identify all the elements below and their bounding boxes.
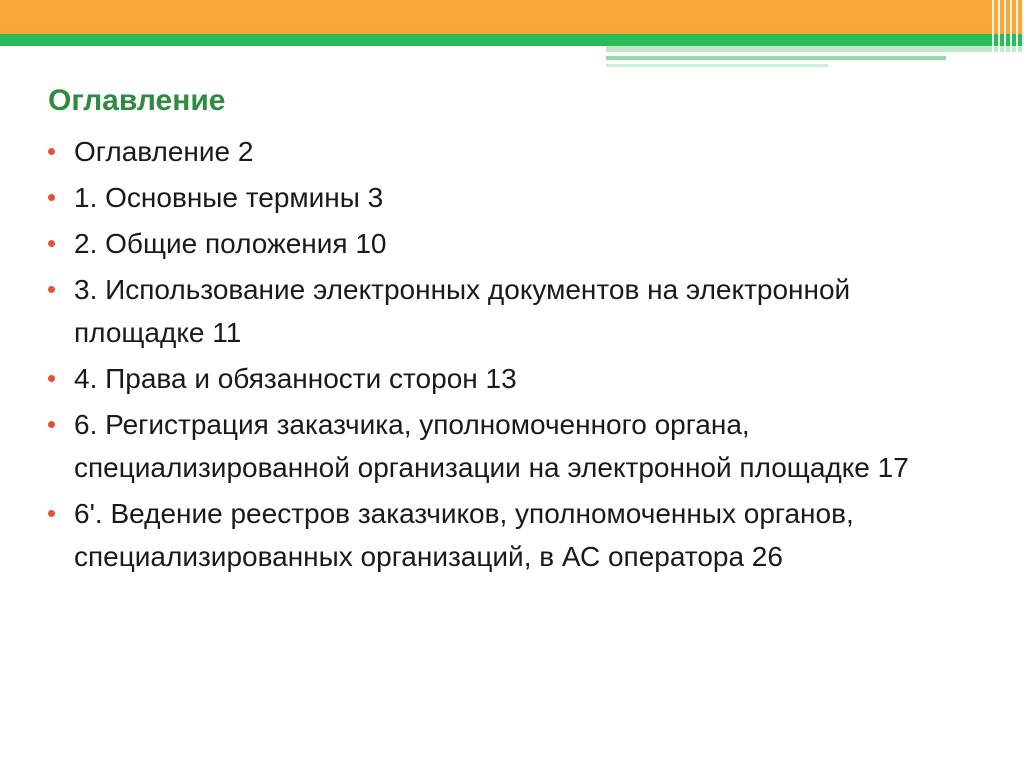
header-accent-line — [606, 56, 946, 60]
toc-item — [48, 357, 948, 400]
toc-item-text: 6'. Ведение реестров заказчиков, уполномоченных органов, специализированных организаций, в АС оператора 26 — [74, 498, 854, 572]
toc-item — [48, 130, 948, 173]
header-accent-line — [606, 46, 1024, 52]
bullet-icon — [48, 510, 55, 517]
toc-item-text: Оглавление 2 — [74, 136, 254, 167]
toc-item-text: 2. Общие положения 10 — [74, 228, 387, 259]
toc-item — [48, 222, 948, 265]
header-accent-line — [606, 64, 828, 67]
toc-item-text: 3. Использование электронных документов на электронной площадке 11 — [74, 274, 851, 348]
header-green-band — [0, 34, 1024, 46]
bullet-icon — [48, 194, 55, 201]
bullet-icon — [48, 286, 55, 293]
header-stripes-decoration — [992, 0, 1024, 70]
table-of-contents-list — [48, 130, 948, 581]
bullet-icon — [48, 240, 55, 247]
toc-item — [48, 268, 948, 354]
header-orange-band — [0, 0, 1024, 34]
toc-item — [48, 176, 948, 219]
slide-title: Оглавление — [48, 84, 226, 117]
toc-item — [48, 492, 948, 578]
toc-item-text: 6. Регистрация заказчика, уполномоченного органа, специализированной организации на электронной площадке 17 — [74, 409, 909, 483]
toc-item-text: 4. Права и обязанности сторон 13 — [74, 363, 517, 394]
bullet-icon — [48, 148, 55, 155]
bullet-icon — [48, 421, 55, 428]
toc-item — [48, 403, 948, 489]
bullet-icon — [48, 375, 55, 382]
toc-item-text: 1. Основные термины 3 — [74, 182, 384, 213]
